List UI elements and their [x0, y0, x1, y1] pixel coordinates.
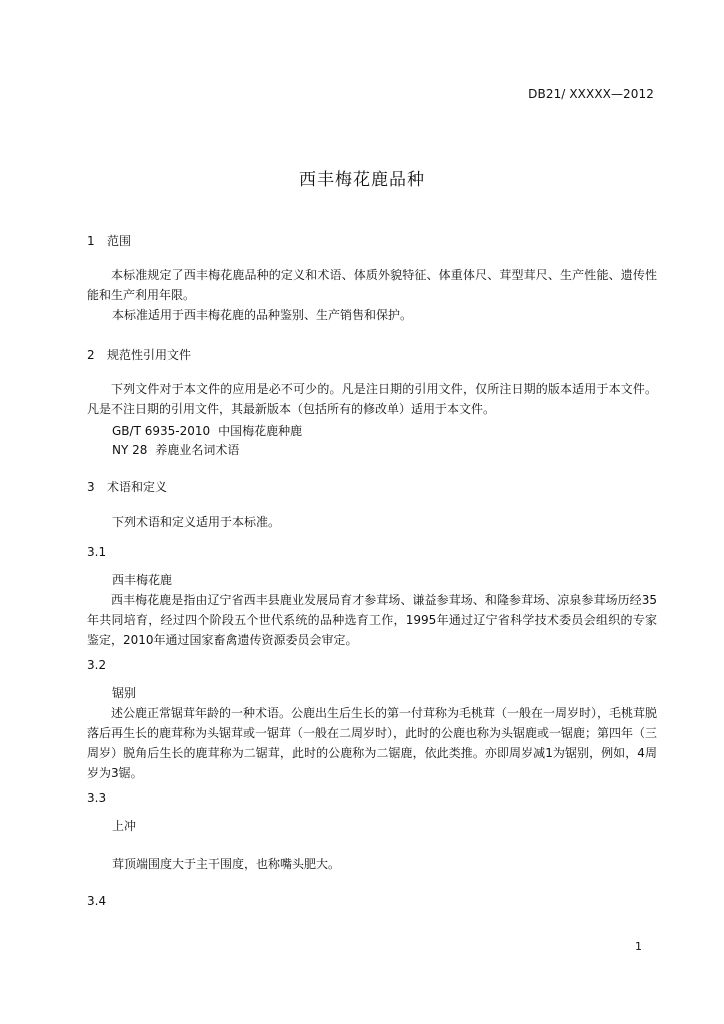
section-number: 2: [87, 348, 95, 362]
reference-name: 养鹿业名词术语: [155, 443, 240, 457]
section-number: 1: [87, 234, 95, 248]
section-heading-3: [87, 478, 167, 495]
term-definition: 茸顶端围度大于主干围度，也称嘴头肥大。: [112, 857, 341, 871]
paragraph-scope-2: 本标准适用于西丰梅花鹿的品种鉴别、生产销售和保护。: [112, 308, 413, 322]
document-code: DB21/ XXXXX—2012: [528, 87, 654, 101]
section-title: 术语和定义: [107, 480, 168, 494]
term-definition: 西丰梅花鹿是指由辽宁省西丰县鹿业发展局育才参茸场、谦益参茸场、和隆参茸场、凉泉参茸场历经35年共同培育，经过四个阶段五个世代系统的品种选育工作，1995年通过辽宁省科学技术委员会组织的专家鉴定，2010年通过国家畜禽遗传资源委员会审定。: [87, 593, 657, 647]
document-title: 西丰梅花鹿品种: [299, 170, 425, 190]
section-title: 规范性引用文件: [107, 348, 192, 362]
term-name: 西丰梅花鹿: [112, 573, 173, 587]
page-number: 1: [635, 940, 642, 953]
paragraph-scope-1: 本标准规定了西丰梅花鹿品种的定义和术语、体质外貌特征、体重体尺、茸型茸尺、生产性能、遗传性能和生产利用年限。: [87, 268, 657, 302]
term-name: 锯别: [112, 686, 137, 700]
section-heading-2: [87, 346, 191, 363]
paragraph-references: 下列文件对于本文件的应用是必不可少的。凡是注日期的引用文件，仅所注日期的版本适用于本文件。凡是不注日期的引用文件，其最新版本（包括所有的修改单）适用于本文件。: [87, 382, 657, 416]
reference-code: GB/T 6935-2010: [112, 424, 211, 438]
section-title: 范围: [107, 234, 132, 248]
paragraph-terms-intro: 下列术语和定义适用于本标准。: [112, 515, 281, 529]
reference-item: [112, 422, 302, 439]
subsection-number-3-3: 3.3: [87, 791, 107, 805]
subsection-number-3-1: 3.1: [87, 545, 107, 559]
section-heading-1: [87, 232, 131, 249]
reference-item: [112, 441, 239, 458]
term-name: 上冲: [112, 819, 137, 833]
subsection-number-3-4: 3.4: [87, 894, 107, 908]
section-number: 3: [87, 480, 95, 494]
reference-name: 中国梅花鹿种鹿: [218, 424, 303, 438]
reference-code: NY 28: [112, 443, 148, 457]
subsection-number-3-2: 3.2: [87, 658, 107, 672]
term-definition: 述公鹿正常锯茸年龄的一种术语。公鹿出生后生长的第一付茸称为毛桃茸（一般在一周岁时），毛桃茸脱落后再生长的鹿茸称为头锯茸或一锯茸（一般在二周岁时），此时的公鹿也称为头锯鹿或一锯鹿；第四年（三周岁）脱角后生长的鹿茸称为二锯茸，此时的公鹿称为二锯鹿，依此类推。亦即周岁减1为锯别，例如，4周岁为3锯。: [87, 706, 658, 780]
